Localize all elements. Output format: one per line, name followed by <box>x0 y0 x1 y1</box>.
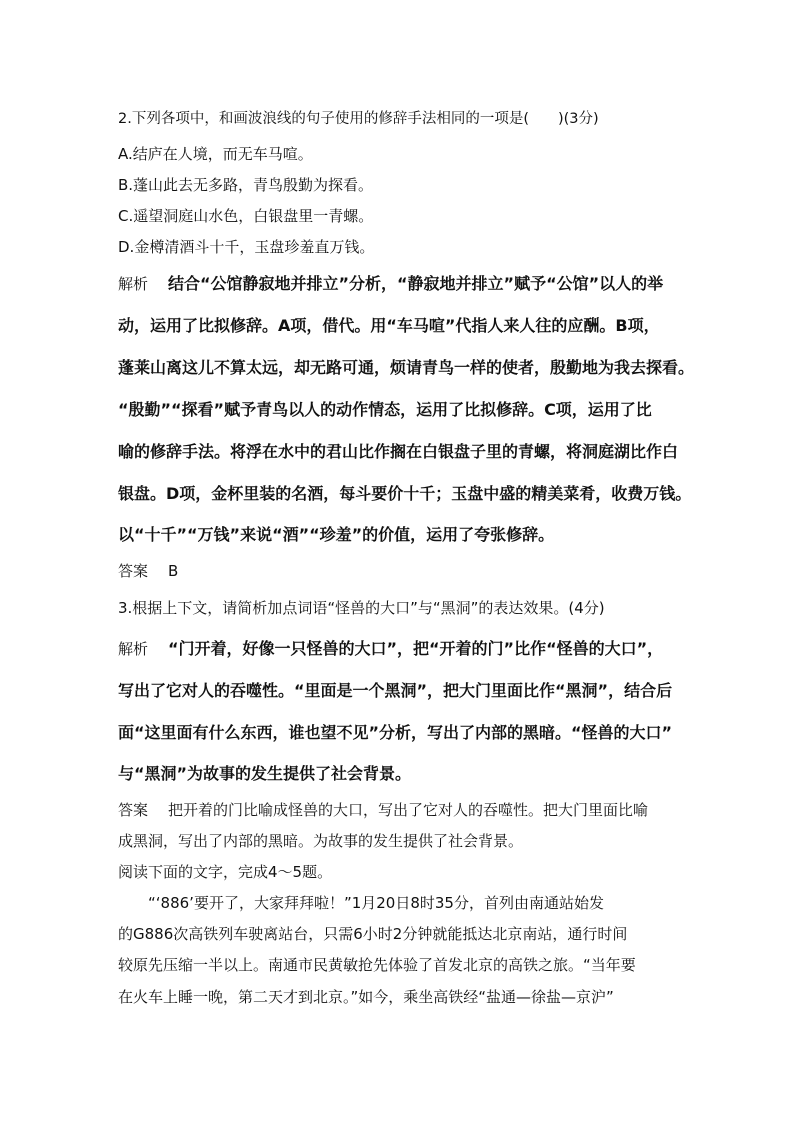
q3-explanation-text: “门开着，好像一只怪兽的大口”，把“开着的门”比作“怪兽的大口”， <box>168 639 664 658</box>
passage-line: “‘886’要开了，大家拜拜啦！”1月20日8时35分，首列由南通站始发 <box>118 894 604 912</box>
q3-explanation-label: 解析 <box>118 640 149 658</box>
q2-answer-value: B <box>168 562 179 580</box>
q3-explanation-line: 与“黑洞”为故事的发生提供了社会背景。 <box>118 764 412 783</box>
q2-explanation-line: “殷勤”“探看”赋予青鸟以人的动作情态，运用了比拟修辞。C项，运用了比 <box>118 400 652 419</box>
q3-explanation-line: 面“这里面有什么东西，谁也望不见”分析，写出了内部的黑暗。“怪兽的大口” <box>118 723 673 742</box>
q2-answer-label: 答案 <box>118 562 149 580</box>
q2-explanation-line: 蓬莱山离这儿不算太远，却无路可通，烦请青鸟一样的使者，殷勤地为我去探看。 <box>118 358 695 377</box>
q3-answer-line <box>118 800 648 820</box>
option-c: C.遥望洞庭山水色，白银盘里一青螺。 <box>118 207 374 225</box>
q3-explanation-line <box>118 639 663 659</box>
reading-instruction: 阅读下面的文字，完成4～5题。 <box>118 863 333 881</box>
q2-explanation-line: 以“十千”“万钱”来说“酒”“珍羞”的价值，运用了夸张修辞。 <box>118 525 555 544</box>
q2-explanation-label: 解析 <box>118 275 149 293</box>
passage-line: 在火车上睡一晚，第二天才到北京。”如今，乘坐高铁经“盐通—徐盐—京沪” <box>118 988 614 1006</box>
q2-explanation-line: 银盘。D项，金杯里装的名酒，每斗要价十千；玉盘中盛的精美菜肴，收费万钱。 <box>118 484 692 503</box>
option-a: A.结庐在人境，而无车马喧。 <box>118 145 313 163</box>
q3-explanation-line: 写出了它对人的吞噬性。“里面是一个黑洞”，把大门里面比作“黑洞”，结合后 <box>118 681 673 700</box>
q3-answer-label: 答案 <box>118 801 149 819</box>
q2-explanation-line: 动，运用了比拟修辞。A项，借代。用“车马喧”代指人来人往的应酬。B项， <box>118 316 660 335</box>
passage-line: 的G886次高铁列车驶离站台，只需6小时2分钟就能抵达北京南站，通行时间 <box>118 925 628 943</box>
question-3-title: 3.根据上下文，请简析加点词语“怪兽的大口”与“黑洞”的表达效果。(4分) <box>118 599 605 617</box>
q2-explanation-line: 喻的修辞手法。将浮在水中的君山比作搁在白银盘子里的青螺，将洞庭湖比作白 <box>118 442 679 461</box>
q2-explanation-line <box>118 274 663 294</box>
question-2-title: 2.下列各项中，和画波浪线的句子使用的修辞手法相同的一项是( )(3分) <box>118 111 599 127</box>
q2-answer-line <box>118 561 178 581</box>
q2-explanation-text: 结合“公馆静寂地并排立”分析，“静寂地并排立”赋予“公馆”以人的举 <box>168 274 664 293</box>
option-b: B.蓬山此去无多路，青鸟殷勤为探看。 <box>118 176 374 194</box>
q3-answer-line: 成黑洞，写出了内部的黑暗。为故事的发生提供了社会背景。 <box>118 832 524 850</box>
passage-line: 较原先压缩一半以上。南通市民黄敏抢先体验了首发北京的高铁之旅。“当年要 <box>118 956 636 974</box>
option-d: D.金樽清酒斗十千，玉盘珍羞直万钱。 <box>118 238 375 256</box>
q3-answer-text: 把开着的门比喻成怪兽的大口，写出了它对人的吞噬性。把大门里面比喻 <box>168 801 649 819</box>
